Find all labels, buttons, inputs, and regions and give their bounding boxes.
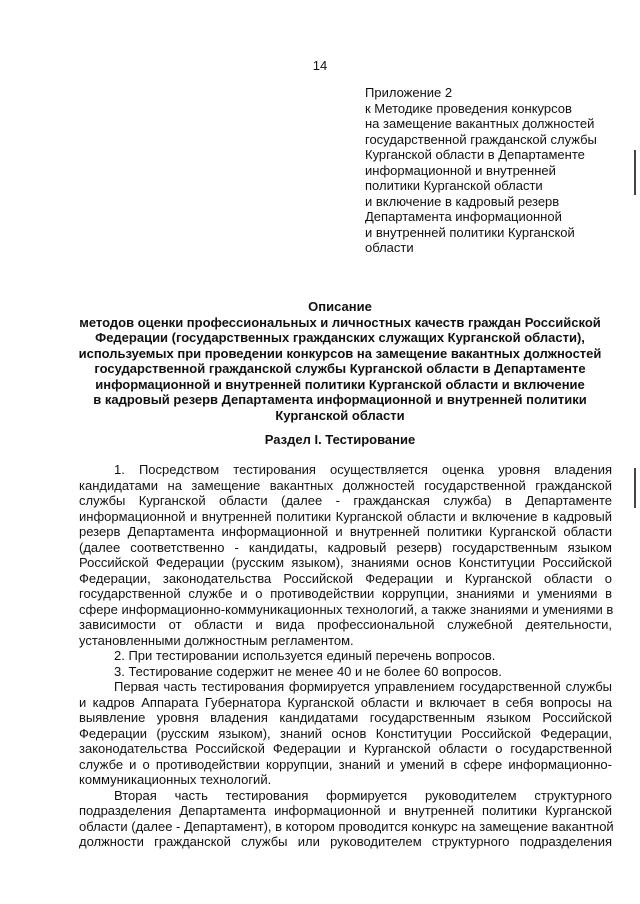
body-line: (далее соответственно - кандидаты, кадровый резерв) государственным языком xyxy=(79,539,612,555)
body-line: информационной и внутренней политики Курганской области и включение в кадровый xyxy=(79,508,612,524)
body-line: и кадров Аппарата Губернатора Курганской области и включает в себя вопросы на xyxy=(79,694,612,710)
body-line: 3. Тестирование содержит не менее 40 и не более 60 вопросов. xyxy=(114,663,502,679)
title-line: методов оценки профессиональных и личностных качеств граждан Российской xyxy=(79,314,601,330)
body-line: резерв Департамента информационной и внутренней политики Курганской области xyxy=(79,524,612,539)
appendix-line: государственной гражданской службы xyxy=(365,131,597,147)
appendix-line: Курганской области в Департаменте xyxy=(365,147,585,162)
scan-edge-mark xyxy=(634,468,636,508)
body-line: Федерации, законодательства Российской Федерации и Курганской области о xyxy=(79,570,612,586)
body-text xyxy=(79,462,612,850)
title-line: Курганской области xyxy=(275,407,405,423)
appendix-line: политики Курганской области xyxy=(365,178,543,193)
body-line: установленными должностным регламентом. xyxy=(79,632,354,648)
scan-edge-mark xyxy=(634,150,636,195)
appendix-line: и включение в кадровый резерв xyxy=(365,193,560,209)
appendix-line: Департамента информационной xyxy=(365,209,562,224)
title-line: используемых при проведении конкурсов на замещение вакантных должностей xyxy=(78,345,602,361)
title-line: Описание xyxy=(308,299,372,314)
body-line: должности гражданской службы или руководителем структурного подразделения xyxy=(79,834,612,849)
body-line: выявление уровня владения кандидатами государственным языком Российской xyxy=(79,710,612,725)
appendix-line: информационной и внутренней xyxy=(365,162,556,178)
appendix-line: к Методике проведения конкурсов xyxy=(365,100,572,116)
title-line: в кадровый резерв Департамента информационной и внутренней политики xyxy=(93,392,587,407)
body-line: законодательства Российской Федерации и Курганской области о государственной xyxy=(79,741,612,756)
body-line: сфере информационно-коммуникационных технологий, а также знаниями и умениями в xyxy=(79,601,614,617)
page-number: 14 xyxy=(312,58,328,73)
body-line: Первая часть тестирования формируется управлением государственной службы xyxy=(114,679,612,694)
body-line: зависимости от области и вида профессиональной служебной деятельности, xyxy=(79,617,612,632)
body-line: области (далее - Департамент), в котором проводится конкурс на замещение вакантной xyxy=(79,818,614,834)
appendix-line: области xyxy=(365,240,414,255)
title-line: информационной и внутренней политики Курганской области и включение xyxy=(95,376,585,392)
body-line: 2. При тестировании используется единый перечень вопросов. xyxy=(114,648,496,663)
appendix-line: и внутренней политики Курганской xyxy=(365,224,575,240)
body-line: государственной службе и о противодействии коррупции, знаниями и умениями в xyxy=(79,586,612,601)
body-line: Российской Федерации (русским языком), знаниями основ Конституции Российской xyxy=(79,555,612,570)
title-line: Федерации (государственных гражданских служащих Курганской области), xyxy=(95,330,585,345)
appendix-header xyxy=(365,85,615,256)
body-line: Федерации (русским языком), знаний основ Конституции Российской Федерации, xyxy=(79,725,612,741)
body-line: коммуникационных технологий. xyxy=(79,772,272,787)
body-line: 1. Посредством тестирования осуществляется оценка уровня владения xyxy=(114,462,612,477)
body-line: подразделения Департамента информационной и внутренней политики Курганской xyxy=(79,803,612,818)
appendix-line: на замещение вакантных должностей xyxy=(365,116,595,131)
section-heading: Раздел I. Тестирование xyxy=(264,432,416,447)
body-line: Вторая часть тестирования формируется руководителем структурного xyxy=(114,787,612,803)
title-line: государственной гражданской службы Курганской области в Департаменте xyxy=(94,361,586,376)
body-line: кандидатами на замещение вакантных должностей государственной гражданской xyxy=(79,477,612,493)
appendix-line: Приложение 2 xyxy=(365,85,453,100)
document-title xyxy=(60,299,620,423)
body-line: службы Курганской области (далее - гражданская служба) в Департаменте xyxy=(79,493,612,508)
body-line: службе и о противодействии коррупции, знаний и умений в сфере информационно- xyxy=(79,756,612,772)
